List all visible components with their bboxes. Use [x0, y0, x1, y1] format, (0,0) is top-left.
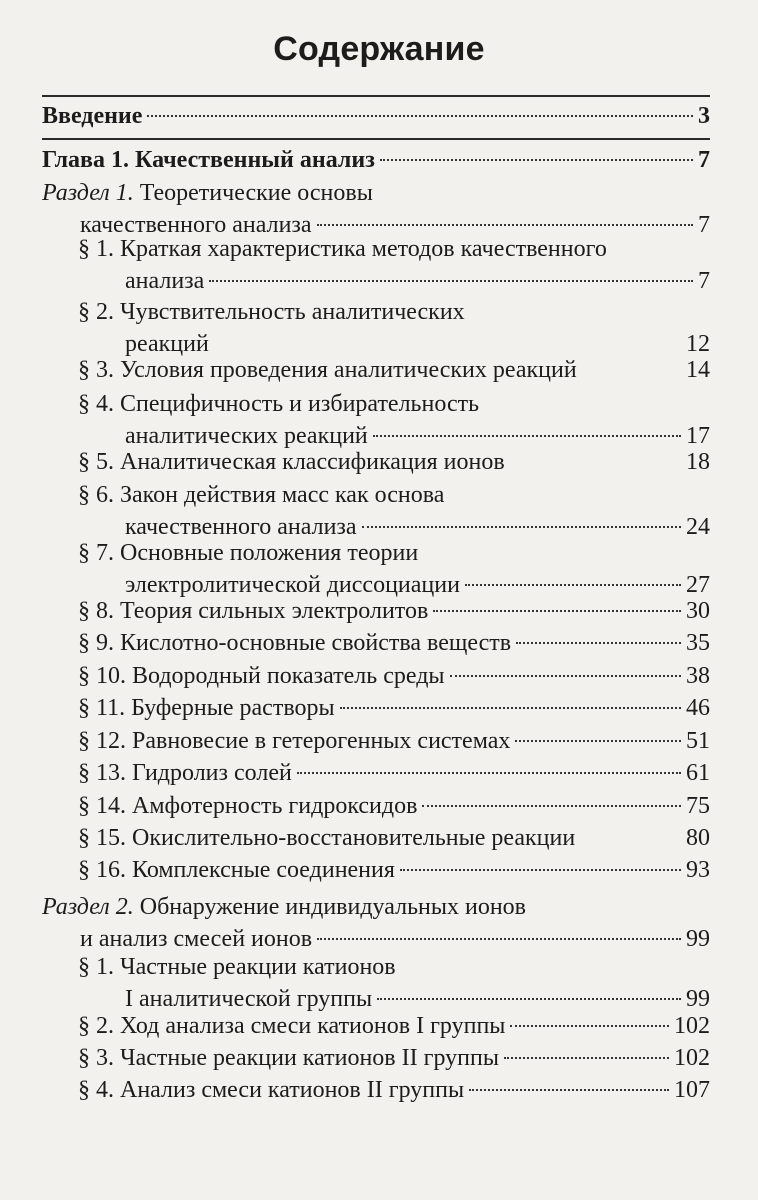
- toc-page-number: 7: [698, 212, 710, 238]
- leader-dots: [580, 837, 681, 839]
- toc-entry-paragraph-6[interactable]: [78, 479, 710, 543]
- leader-dots: [373, 435, 681, 437]
- toc-entry-section-2-paragraph-2[interactable]: [78, 1010, 710, 1042]
- toc-page-number: 75: [686, 793, 710, 819]
- toc-entry-title: § 9. Кислотно-основные свойства веществ: [78, 630, 512, 656]
- toc-page-number: 102: [674, 1013, 710, 1039]
- toc-entry-title-continued: реакций: [125, 331, 209, 357]
- leader-dots: [516, 642, 681, 644]
- leader-dots: [340, 707, 681, 709]
- toc-entry-title: § 2. Чувствительность аналитических: [78, 299, 465, 325]
- toc-page-number: 61: [686, 760, 710, 786]
- toc-page-number: 99: [686, 926, 710, 952]
- toc-entry-paragraph-7[interactable]: [78, 537, 710, 601]
- toc-entry-title: § 7. Основные положения теории: [78, 540, 419, 566]
- toc-entry-section-2-paragraph-1[interactable]: [78, 951, 710, 1015]
- toc-page-number: 35: [686, 630, 710, 656]
- section-label: Раздел 2.: [42, 894, 134, 920]
- leader-dots: [515, 740, 681, 742]
- toc-page-number: 99: [686, 986, 710, 1012]
- toc-entry-paragraph-10[interactable]: [78, 660, 710, 692]
- toc-entry-title: § 4. Специфичность и избирательность: [78, 391, 480, 417]
- leader-dots: [504, 1057, 669, 1059]
- toc-entry-title-continued: I аналитической группы: [125, 986, 373, 1012]
- toc-entry-title-continued: электролитической диссоциации: [125, 572, 460, 598]
- leader-dots: [422, 805, 681, 807]
- toc-entry-title: § 2. Ход анализа смеси катионов I группы: [78, 1013, 506, 1039]
- toc-entry-title: § 8. Теория сильных электролитов: [78, 598, 429, 624]
- leader-dots: [297, 772, 681, 774]
- top-rule: [42, 95, 710, 97]
- toc-page-number: 102: [674, 1045, 710, 1071]
- toc-page-number: 3: [698, 103, 710, 129]
- leader-dots: [450, 675, 681, 677]
- toc-entry-paragraph-13[interactable]: [78, 757, 710, 789]
- toc-page-number: 24: [686, 514, 710, 540]
- toc-entry-title: § 16. Комплексные соединения: [78, 857, 395, 883]
- toc-page-number: 38: [686, 663, 710, 689]
- leader-dots: [510, 1025, 669, 1027]
- toc-page-number: 27: [686, 572, 710, 598]
- toc-entry-section-2-paragraph-4[interactable]: [78, 1074, 710, 1106]
- section-label: Раздел 1.: [42, 180, 134, 206]
- toc-entry-title-continued: качественного анализа: [80, 212, 312, 238]
- toc-page-number: 30: [686, 598, 710, 624]
- toc-entry-paragraph-5[interactable]: [78, 446, 710, 478]
- leader-dots: [400, 869, 681, 871]
- toc-page-number: 93: [686, 857, 710, 883]
- toc-entry-paragraph-8[interactable]: [78, 595, 710, 627]
- toc-entry-title: § 14. Амфотерность гидроксидов: [78, 793, 418, 819]
- toc-entry-title: § 4. Анализ смеси катионов II группы: [78, 1077, 465, 1103]
- toc-entry-title-continued: и анализ смесей ионов: [80, 926, 313, 952]
- toc-page-number: 18: [686, 449, 710, 475]
- leader-dots: [465, 584, 681, 586]
- leader-dots: [380, 159, 693, 161]
- toc-entry-section-1[interactable]: [42, 177, 710, 241]
- toc-page-number: 7: [698, 268, 710, 294]
- leader-dots: [362, 526, 681, 528]
- toc-entry-title: Глава 1. Качественный анализ: [42, 147, 375, 173]
- toc-entry-title: § 5. Аналитическая классификация ионов: [78, 449, 505, 475]
- page-title: Содержание: [273, 30, 485, 68]
- toc-entry-title: § 3. Частные реакции катионов II группы: [78, 1045, 499, 1071]
- toc-entry-title-continued: аналитических реакций: [125, 423, 368, 449]
- leader-dots: [317, 938, 681, 940]
- toc-entry-title: § 12. Равновесие в гетерогенных системах: [78, 728, 511, 754]
- toc-entry-paragraph-16[interactable]: [78, 854, 710, 886]
- toc-entry-title: § 11. Буферные растворы: [78, 695, 335, 721]
- toc-entry-paragraph-15[interactable]: [78, 822, 710, 854]
- toc-entry-paragraph-14[interactable]: [78, 790, 710, 822]
- toc-entry-paragraph-1[interactable]: [78, 233, 710, 297]
- leader-dots: [510, 461, 681, 463]
- toc-entry-title: § 13. Гидролиз солей: [78, 760, 292, 786]
- toc-entry-paragraph-9[interactable]: [78, 627, 710, 659]
- toc-entry-paragraph-3[interactable]: [78, 354, 710, 386]
- toc-entry-paragraph-4[interactable]: [78, 388, 710, 452]
- toc-entry-paragraph-12[interactable]: [78, 725, 710, 757]
- leader-dots: [469, 1089, 669, 1091]
- toc-page-number: 17: [686, 423, 710, 449]
- toc-page-number: 46: [686, 695, 710, 721]
- leader-dots: [209, 280, 693, 282]
- leader-dots: [147, 115, 693, 117]
- leader-dots: [582, 369, 681, 371]
- toc-page-number: 107: [674, 1077, 710, 1103]
- toc-entry-title: § 3. Условия проведения аналитических реакций: [78, 357, 577, 383]
- toc-entry-paragraph-11[interactable]: [78, 692, 710, 724]
- toc-entry-title: § 15. Окислительно-восстановительные реакции: [78, 825, 576, 851]
- toc-page-number: 14: [686, 357, 710, 383]
- toc-entry-title: § 10. Водородный показатель среды: [78, 663, 445, 689]
- toc-entry-title-continued: качественного анализа: [125, 514, 357, 540]
- leader-dots: [214, 343, 681, 345]
- toc-entry-title: Введение: [42, 103, 143, 129]
- toc-entry-chapter-1[interactable]: [42, 144, 710, 176]
- toc-page-number: 80: [686, 825, 710, 851]
- toc-entry-section-2-paragraph-3[interactable]: [78, 1042, 710, 1074]
- toc-entry-title: Теоретические основы: [133, 180, 373, 206]
- leader-dots: [317, 224, 693, 226]
- toc-entry-title: Обнаружение индивидуальных ионов: [133, 894, 526, 920]
- toc-entry-title-continued: анализа: [125, 268, 205, 294]
- leader-dots: [433, 610, 681, 612]
- toc-page-number: 7: [698, 147, 710, 173]
- toc-entry-introduction[interactable]: [42, 100, 710, 132]
- toc-entry-paragraph-2[interactable]: [78, 296, 710, 360]
- section-rule: [42, 138, 710, 140]
- toc-page-number: 12: [686, 331, 710, 357]
- toc-entry-title: § 6. Закон действия масс как основа: [78, 482, 445, 508]
- toc-entry-title: § 1. Краткая характеристика методов качественного: [78, 236, 607, 262]
- toc-page-number: 51: [686, 728, 710, 754]
- leader-dots: [377, 998, 681, 1000]
- toc-entry-title: § 1. Частные реакции катионов: [78, 954, 396, 980]
- toc-entry-section-2[interactable]: [42, 891, 710, 955]
